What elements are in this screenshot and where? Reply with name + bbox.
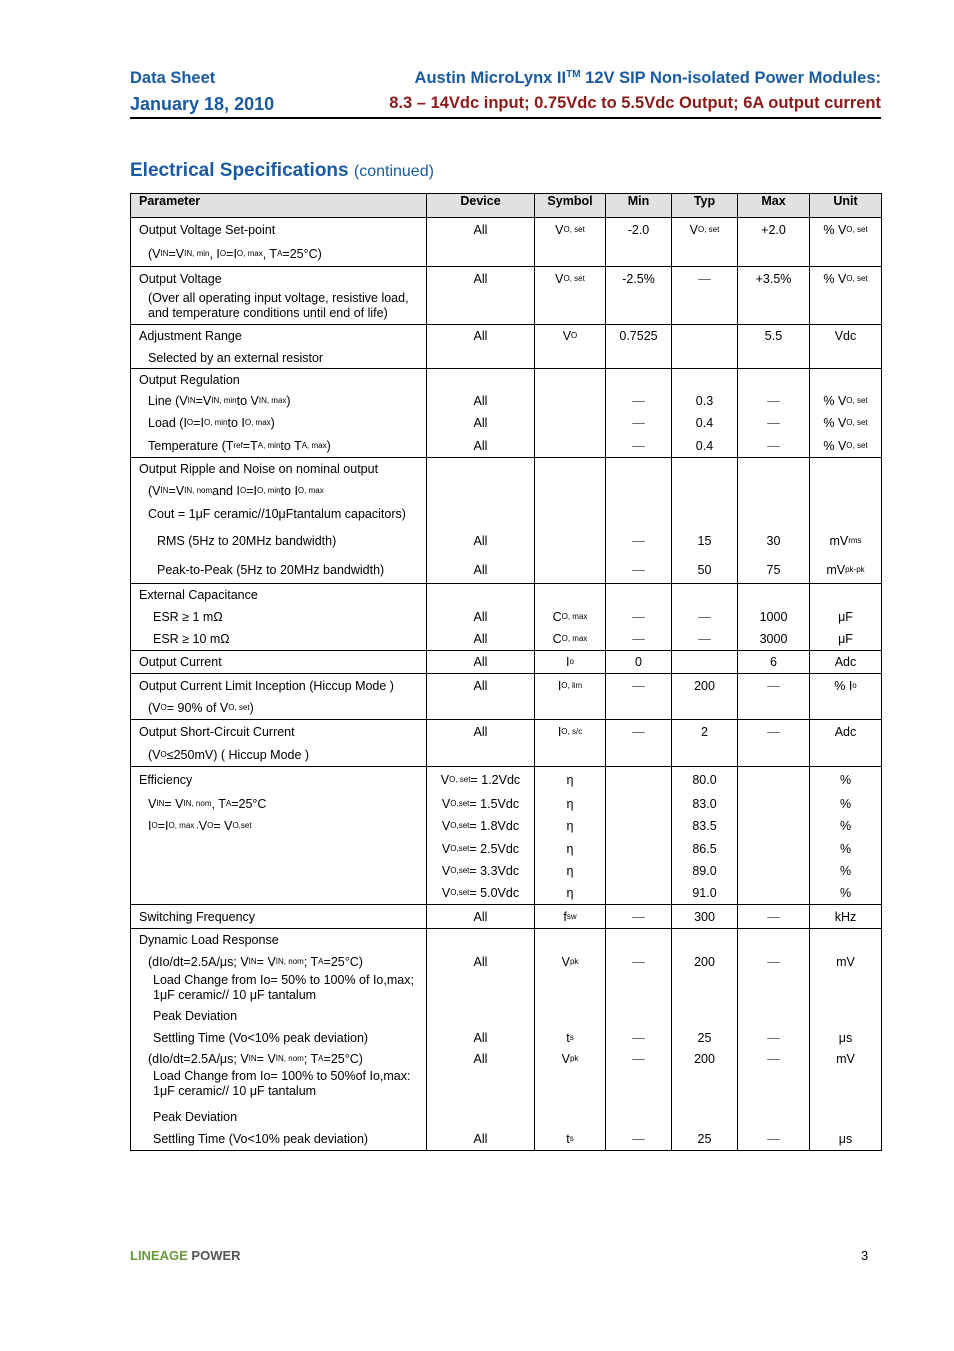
cell-typ [672, 720, 738, 767]
device-line: All [473, 272, 488, 286]
symbol-line: η [566, 772, 574, 787]
section-title: Electrical Specifications (continued) [130, 160, 434, 181]
max-line: — [767, 1052, 780, 1066]
parameter-line: V IN = V IN, nom , T A =25°C [148, 796, 267, 811]
symbol-line: I O, lim [557, 678, 583, 693]
cell-device [427, 325, 535, 369]
cell-parameter [131, 674, 427, 720]
device-line: V O,set = 1.5Vdc [441, 796, 520, 811]
typ-line: 91.0 [692, 886, 717, 900]
header-right [389, 66, 881, 117]
min-line: — [632, 1052, 645, 1066]
table-row [131, 369, 882, 458]
cell-symbol [535, 674, 606, 720]
min-line: — [632, 610, 645, 624]
typ-line: 15 [697, 534, 712, 548]
symbol-line: V O, set [555, 223, 585, 237]
company-logo: LINEAGE POWER [130, 1248, 241, 1263]
cell-symbol [535, 767, 606, 905]
cell-symbol [535, 325, 606, 369]
col-header-min: Min [606, 194, 672, 218]
unit-line: mV pk-pk [826, 562, 865, 577]
cell-unit [810, 369, 882, 458]
cell-parameter [131, 584, 427, 651]
parameter-line: Line (V IN =V IN, min to V IN, max ) [148, 394, 291, 408]
cell-max [738, 651, 810, 674]
cell-symbol [535, 905, 606, 929]
cell-symbol [535, 369, 606, 458]
cell-unit [810, 584, 882, 651]
parameter-line: Temperature (T ref =T A, min to T A, max ) [148, 438, 331, 453]
typ-line: — [698, 272, 711, 286]
parameter-line: Output Current Limit Inception (Hiccup Mode ) [139, 678, 394, 693]
min-line: — [632, 678, 645, 693]
parameter-line: Cout = 1μF ceramic//10μFtantalum capacitors) [148, 507, 406, 521]
typ-line: 0.4 [695, 416, 714, 430]
device-line: All [473, 223, 488, 237]
unit-line: % [839, 796, 852, 811]
parameter-line: Load (I O =I O, min to I O, max ) [148, 416, 275, 430]
typ-line: — [698, 632, 711, 646]
unit-line: % [839, 886, 852, 900]
typ-line: 89.0 [692, 864, 717, 878]
cell-unit [810, 929, 882, 1151]
col-header-parameter: Parameter [131, 194, 427, 218]
symbol-line: η [566, 796, 574, 811]
cell-min [606, 767, 672, 905]
symbol-line: η [566, 819, 574, 833]
table-row [131, 267, 882, 325]
table-row [131, 218, 882, 267]
min-line: — [632, 724, 645, 739]
cell-symbol [535, 584, 606, 651]
table-row [131, 720, 882, 767]
typ-line: 0.3 [695, 394, 714, 408]
product-title: Austin MicroLynx II™ 12V SIP Non-isolated Power Modules: [414, 69, 881, 87]
table-row [131, 651, 882, 674]
min-line: — [632, 534, 645, 548]
device-line: All [473, 438, 488, 453]
col-header-symbol: Symbol [535, 194, 606, 218]
parameter-line: Output Voltage [139, 272, 222, 286]
max-line: 75 [766, 562, 781, 577]
unit-line: % [839, 819, 852, 833]
cell-device [427, 369, 535, 458]
parameter-line: (Over all operating input voltage, resistive load, and temperature conditions until end of life) [148, 291, 409, 320]
parameter-line: Output Current [139, 655, 222, 669]
typ-line: 83.0 [692, 796, 717, 811]
parameter-line [139, 837, 426, 860]
symbol-line: t s [566, 1131, 574, 1146]
unit-line: μF [838, 610, 853, 624]
cell-min [606, 651, 672, 674]
typ-line: — [698, 610, 711, 624]
max-line: 6 [770, 655, 777, 669]
device-line: All [473, 724, 488, 739]
parameter-line: (V O ≤250mV) ( Hiccup Mode ) [148, 747, 310, 762]
parameter-line: Output Voltage Set-point [139, 223, 276, 237]
min-line: 0.7525 [619, 329, 658, 343]
min-line: — [632, 955, 645, 969]
table-row [131, 905, 882, 929]
parameter-line: RMS (5Hz to 20MHz bandwidth) [157, 534, 337, 548]
cell-max [738, 325, 810, 369]
cell-parameter [131, 325, 427, 369]
typ-line: 50 [697, 562, 712, 577]
cell-symbol [535, 651, 606, 674]
cell-symbol [535, 929, 606, 1151]
device-line: V O,set = 3.3Vdc [441, 864, 520, 878]
symbol-line: I O, s/c [557, 724, 583, 739]
cell-device [427, 584, 535, 651]
max-line: — [767, 416, 780, 430]
cell-parameter [131, 905, 427, 929]
cell-device [427, 905, 535, 929]
device-line: V O,set = 1.8Vdc [441, 819, 520, 833]
min-line: -2.0 [627, 223, 650, 237]
cell-min [606, 905, 672, 929]
page-number: 3 [861, 1248, 869, 1263]
table-row [131, 584, 882, 651]
device-line: All [473, 610, 488, 624]
table-header-row [131, 194, 882, 218]
symbol-line: V O, set [555, 272, 585, 286]
unit-line: mV [836, 955, 855, 969]
parameter-line [139, 882, 426, 904]
parameter-line: Efficiency [139, 772, 193, 787]
header-left [130, 66, 274, 118]
parameter-line: Selected by an external resistor [148, 350, 324, 365]
cell-max [738, 584, 810, 651]
parameter-line: (V IN =V IN, min , I O =I O, max , T A =25°C) [148, 247, 322, 261]
cell-symbol [535, 218, 606, 267]
header-divider [130, 117, 881, 119]
product-subtitle: 8.3 – 14Vdc input; 0.75Vdc to 5.5Vdc Output; 6A output current [389, 94, 881, 112]
cell-max [738, 905, 810, 929]
cell-parameter [131, 267, 427, 325]
cell-device [427, 767, 535, 905]
max-line: 1000 [759, 610, 788, 624]
unit-line: mV rms [829, 534, 862, 548]
parameter-line: Dynamic Load Response [139, 933, 279, 947]
cell-unit [810, 674, 882, 720]
symbol-line: t s [566, 1030, 574, 1045]
min-line: — [632, 632, 645, 646]
min-line: — [632, 438, 645, 453]
electrical-spec-table [130, 193, 882, 1151]
cell-min [606, 458, 672, 584]
cell-min [606, 720, 672, 767]
device-line: All [473, 329, 488, 343]
device-line: All [473, 678, 488, 693]
max-line: — [767, 1131, 780, 1146]
cell-min [606, 929, 672, 1151]
device-line: All [473, 1030, 488, 1045]
cell-max [738, 674, 810, 720]
cell-parameter [131, 929, 427, 1151]
device-line: All [473, 955, 488, 969]
parameter-line: Load Change from Io= 100% to 50%of Io,max: 1μF ceramic// 10 μF tantalum [153, 1069, 411, 1098]
min-line: — [632, 416, 645, 430]
device-line: All [473, 534, 488, 548]
cell-unit [810, 325, 882, 369]
max-line: 3000 [759, 632, 788, 646]
cell-max [738, 458, 810, 584]
trademark: TM [566, 69, 581, 80]
cell-typ [672, 369, 738, 458]
cell-unit [810, 651, 882, 674]
device-line: All [473, 394, 488, 408]
table-row [131, 674, 882, 720]
typ-line: 86.5 [692, 841, 717, 856]
unit-line: % V O, set [823, 394, 868, 408]
symbol-line: I o [566, 655, 574, 669]
cell-typ [672, 767, 738, 905]
cell-max [738, 267, 810, 325]
unit-line: Vdc [834, 329, 857, 343]
cell-typ [672, 267, 738, 325]
max-line: +2.0 [761, 223, 786, 237]
cell-typ [672, 929, 738, 1151]
parameter-line: External Capacitance [139, 588, 258, 602]
cell-typ [672, 458, 738, 584]
symbol-line: η [566, 841, 574, 856]
min-line: 0 [635, 655, 642, 669]
cell-parameter [131, 767, 427, 905]
symbol-line: η [566, 864, 574, 878]
parameter-line: Output Short-Circuit Current [139, 724, 295, 739]
typ-line: 25 [697, 1030, 712, 1045]
min-line: — [632, 562, 645, 577]
parameter-line: Output Ripple and Noise on nominal output [139, 462, 379, 476]
cell-min [606, 674, 672, 720]
cell-device [427, 267, 535, 325]
cell-max [738, 767, 810, 905]
parameter-line: Peak-to-Peak (5Hz to 20MHz bandwidth) [157, 562, 385, 577]
symbol-line: V O [562, 329, 578, 343]
typ-line: V O, set [689, 223, 720, 237]
cell-symbol [535, 267, 606, 325]
symbol-line: C O, max [552, 610, 588, 624]
cell-max [738, 720, 810, 767]
unit-line: % V O, set [823, 223, 868, 237]
symbol-line: η [566, 886, 574, 900]
cell-device [427, 651, 535, 674]
max-line: 5.5 [764, 329, 783, 343]
typ-line: 0.4 [695, 438, 714, 453]
parameter-line: Output Regulation [139, 372, 240, 387]
unit-line: Adc [834, 724, 857, 739]
typ-line: 200 [694, 1052, 715, 1066]
cell-min [606, 584, 672, 651]
cell-parameter [131, 218, 427, 267]
unit-line: μs [838, 1030, 853, 1045]
unit-line: % [839, 772, 852, 787]
symbol-line: f sw [563, 909, 577, 924]
doc-type: Data Sheet [130, 69, 216, 87]
cell-parameter [131, 369, 427, 458]
cell-min [606, 267, 672, 325]
col-header-device: Device [427, 194, 535, 218]
continued-label: (continued) [353, 163, 434, 180]
cell-symbol [535, 458, 606, 584]
cell-device [427, 720, 535, 767]
cell-symbol [535, 720, 606, 767]
device-line: All [473, 909, 488, 924]
max-line: — [767, 678, 780, 693]
unit-line: % V O, set [823, 416, 868, 430]
symbol-line: V pk [561, 1052, 579, 1066]
unit-line: % [839, 841, 852, 856]
unit-line: Adc [834, 655, 857, 669]
col-header-max: Max [738, 194, 810, 218]
device-line: V O, set = 1.2Vdc [440, 772, 521, 787]
cell-min [606, 218, 672, 267]
cell-device [427, 929, 535, 1151]
max-line: — [767, 955, 780, 969]
typ-line: 83.5 [692, 819, 717, 833]
device-line: V O,set = 5.0Vdc [441, 886, 520, 900]
cell-unit [810, 905, 882, 929]
cell-typ [672, 651, 738, 674]
min-line: — [632, 1030, 645, 1045]
col-header-typ: Typ [672, 194, 738, 218]
unit-line: % [839, 864, 852, 878]
min-line: — [632, 394, 645, 408]
cell-unit [810, 767, 882, 905]
cell-typ [672, 905, 738, 929]
max-line: — [767, 394, 780, 408]
symbol-line: V pk [561, 955, 579, 969]
cell-unit [810, 267, 882, 325]
cell-parameter [131, 720, 427, 767]
cell-parameter [131, 458, 427, 584]
min-line: — [632, 909, 645, 924]
table-row [131, 929, 882, 1151]
table-row [131, 767, 882, 905]
unit-line: kHz [834, 909, 857, 924]
parameter-line: Settling Time (Vo<10% peak deviation) [153, 1131, 369, 1146]
typ-line: 200 [694, 678, 715, 693]
table-body [131, 218, 882, 1151]
parameter-line: (dIo/dt=2.5A/μs; V IN = V IN, nom ; T A =25°C) [148, 955, 363, 969]
min-line: -2.5% [622, 272, 655, 286]
parameter-line: ESR ≥ 10 mΩ [153, 632, 230, 646]
cell-typ [672, 584, 738, 651]
cell-max [738, 369, 810, 458]
parameter-line: Adjustment Range [139, 329, 242, 343]
cell-min [606, 325, 672, 369]
max-line: — [767, 438, 780, 453]
device-line: All [473, 632, 488, 646]
max-line: +3.5% [755, 272, 792, 286]
min-line: — [632, 1131, 645, 1146]
unit-line: % V O, set [823, 438, 868, 453]
cell-parameter [131, 651, 427, 674]
parameter-line: Settling Time (Vo<10% peak deviation) [153, 1030, 369, 1045]
parameter-line: (V IN =V IN, nom and I O =I O, min to I O, max [148, 484, 324, 498]
parameter-line: Switching Frequency [139, 909, 256, 924]
unit-line: μs [838, 1131, 853, 1146]
cell-max [738, 929, 810, 1151]
unit-line: μF [838, 632, 853, 646]
max-line: 30 [766, 534, 781, 548]
doc-date: January 18, 2010 [130, 94, 275, 114]
cell-unit [810, 218, 882, 267]
cell-unit [810, 458, 882, 584]
max-line: — [767, 909, 780, 924]
cell-typ [672, 218, 738, 267]
typ-line: 2 [701, 724, 708, 739]
cell-device [427, 458, 535, 584]
parameter-line: (V O = 90% of V O, set ) [148, 701, 254, 715]
parameter-line: I O =I O, max , V O = V O,set [148, 819, 252, 833]
cell-max [738, 218, 810, 267]
cell-device [427, 218, 535, 267]
max-line: — [767, 1030, 780, 1045]
unit-line: % V O, set [823, 272, 868, 286]
cell-typ [672, 674, 738, 720]
device-line: All [473, 1131, 488, 1146]
typ-line: 200 [694, 955, 715, 969]
table-row [131, 325, 882, 369]
typ-line: 80.0 [692, 772, 717, 787]
device-line: All [473, 416, 488, 430]
unit-line: % I o [834, 678, 857, 693]
cell-typ [672, 325, 738, 369]
col-header-unit: Unit [810, 194, 882, 218]
symbol-line: C O, max [552, 632, 588, 646]
parameter-line: (dIo/dt=2.5A/μs; V IN = V IN, nom ; T A =25°C) [148, 1052, 363, 1066]
device-line: V O,set = 2.5Vdc [441, 841, 520, 856]
parameter-line: Load Change from Io= 50% to 100% of Io,max; 1μF ceramic// 10 μF tantalum [153, 973, 414, 1002]
parameter-line: Peak Deviation [153, 1110, 238, 1124]
parameter-line [139, 860, 426, 882]
cell-min [606, 369, 672, 458]
parameter-line: ESR ≥ 1 mΩ [153, 610, 223, 624]
cell-device [427, 674, 535, 720]
device-line: All [473, 655, 488, 669]
typ-line: 300 [694, 909, 715, 924]
typ-line: 25 [697, 1131, 712, 1146]
table-row [131, 458, 882, 584]
max-line: — [767, 724, 780, 739]
cell-unit [810, 720, 882, 767]
parameter-line: Peak Deviation [153, 1008, 238, 1023]
device-line: All [473, 1052, 488, 1066]
unit-line: mV [836, 1052, 855, 1066]
device-line: All [473, 562, 488, 577]
